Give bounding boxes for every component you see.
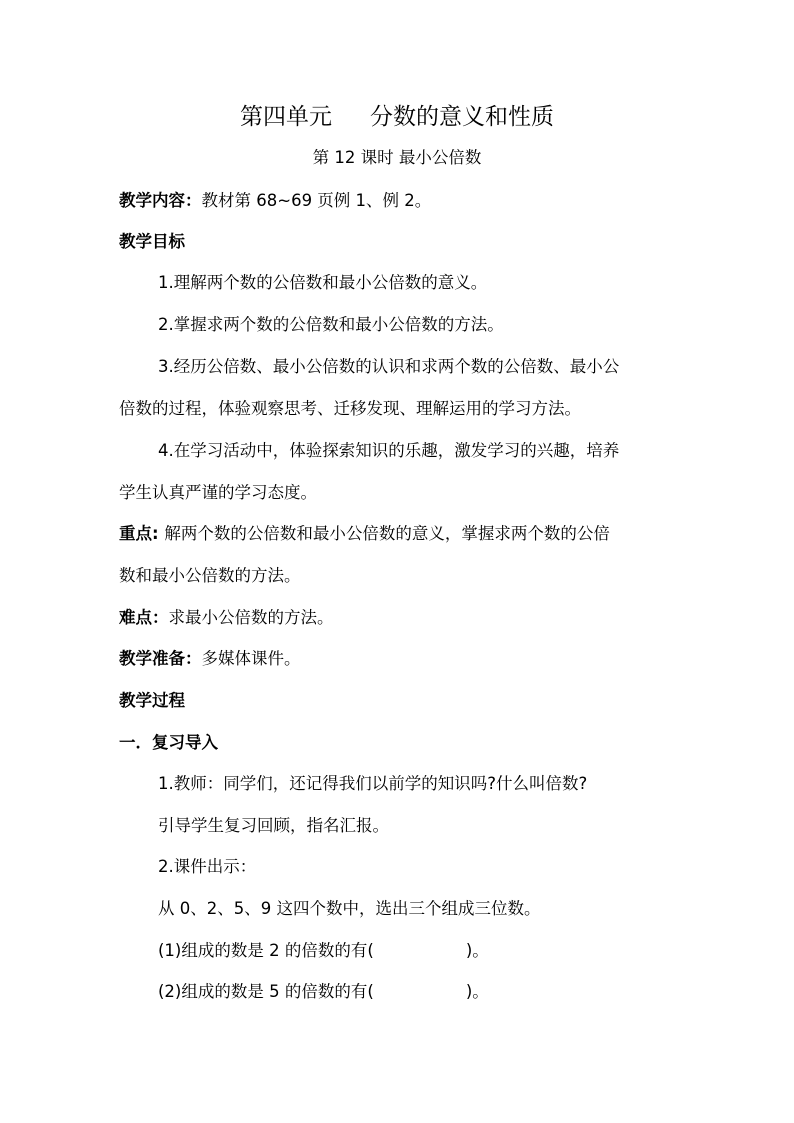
teaching-content-line bbox=[119, 188, 679, 214]
process-paragraph-4: 从 0、2、5、9 这四个数中，选出三个组成三位数。 bbox=[158, 899, 541, 918]
goals-heading: 教学目标 bbox=[119, 232, 185, 251]
goal-2: 2.掌握求两个数的公倍数和最小公倍数的方法。 bbox=[158, 315, 504, 334]
question-2-end: )。 bbox=[465, 982, 489, 1001]
process-paragraph-2: 引导学生复习回顾，指名汇报。 bbox=[158, 816, 389, 835]
process-paragraph-3: 2.课件出示： bbox=[158, 857, 257, 876]
question-1 bbox=[158, 938, 679, 964]
preparation-line bbox=[119, 646, 679, 672]
process-paragraph-1: 1.教师：同学们，还记得我们以前学的知识吗?什么叫倍数? bbox=[158, 774, 588, 793]
lesson-subtitle: 第 12 课时 最小公倍数 bbox=[312, 148, 482, 167]
process-heading: 教学过程 bbox=[119, 691, 185, 710]
unit-title: 分数的意义和性质 bbox=[370, 104, 554, 130]
goal-3-line-1: 3.经历公倍数、最小公倍数的认识和求两个数的公倍数、最小公 bbox=[158, 357, 620, 376]
preparation-label: 教学准备： bbox=[119, 649, 202, 668]
preparation-text: 多媒体课件。 bbox=[201, 649, 301, 668]
question-1-text: (1)组成的数是 2 的倍数的有( bbox=[158, 941, 374, 960]
goal-3-line-2: 倍数的过程，体验观察思考、迁移发现、理解运用的学习方法。 bbox=[119, 399, 581, 418]
difficulty-line bbox=[119, 605, 679, 631]
goal-4-line-2: 学生认真严谨的学习态度。 bbox=[119, 483, 317, 502]
document-title bbox=[0, 100, 794, 134]
section-1-heading: 一．复习导入 bbox=[119, 733, 218, 752]
question-2 bbox=[158, 979, 679, 1005]
difficulty-text: 求最小公倍数的方法。 bbox=[168, 608, 334, 627]
goal-1: 1.理解两个数的公倍数和最小公倍数的意义。 bbox=[158, 273, 488, 292]
goal-4-line-1: 4.在学习活动中，体验探索知识的乐趣，激发学习的兴趣，培养 bbox=[158, 441, 620, 460]
key-point-text: 解两个数的公倍数和最小公倍数的意义，掌握求两个数的公倍 bbox=[164, 524, 610, 543]
key-point-colon: : bbox=[152, 524, 165, 543]
unit-label: 第四单元 bbox=[240, 104, 332, 130]
teaching-content-label: 教学内容： bbox=[119, 191, 202, 210]
key-point-line-2: 数和最小公倍数的方法。 bbox=[119, 566, 301, 585]
teaching-content-text: 教材第 68~69 页例 1、例 2。 bbox=[201, 191, 432, 210]
key-point-line-1 bbox=[119, 521, 679, 547]
question-2-text: (2)组成的数是 5 的倍数的有( bbox=[158, 982, 374, 1001]
key-point-label: 重点 bbox=[119, 524, 152, 543]
question-1-end: )。 bbox=[465, 941, 489, 960]
difficulty-label: 难点： bbox=[119, 608, 169, 627]
